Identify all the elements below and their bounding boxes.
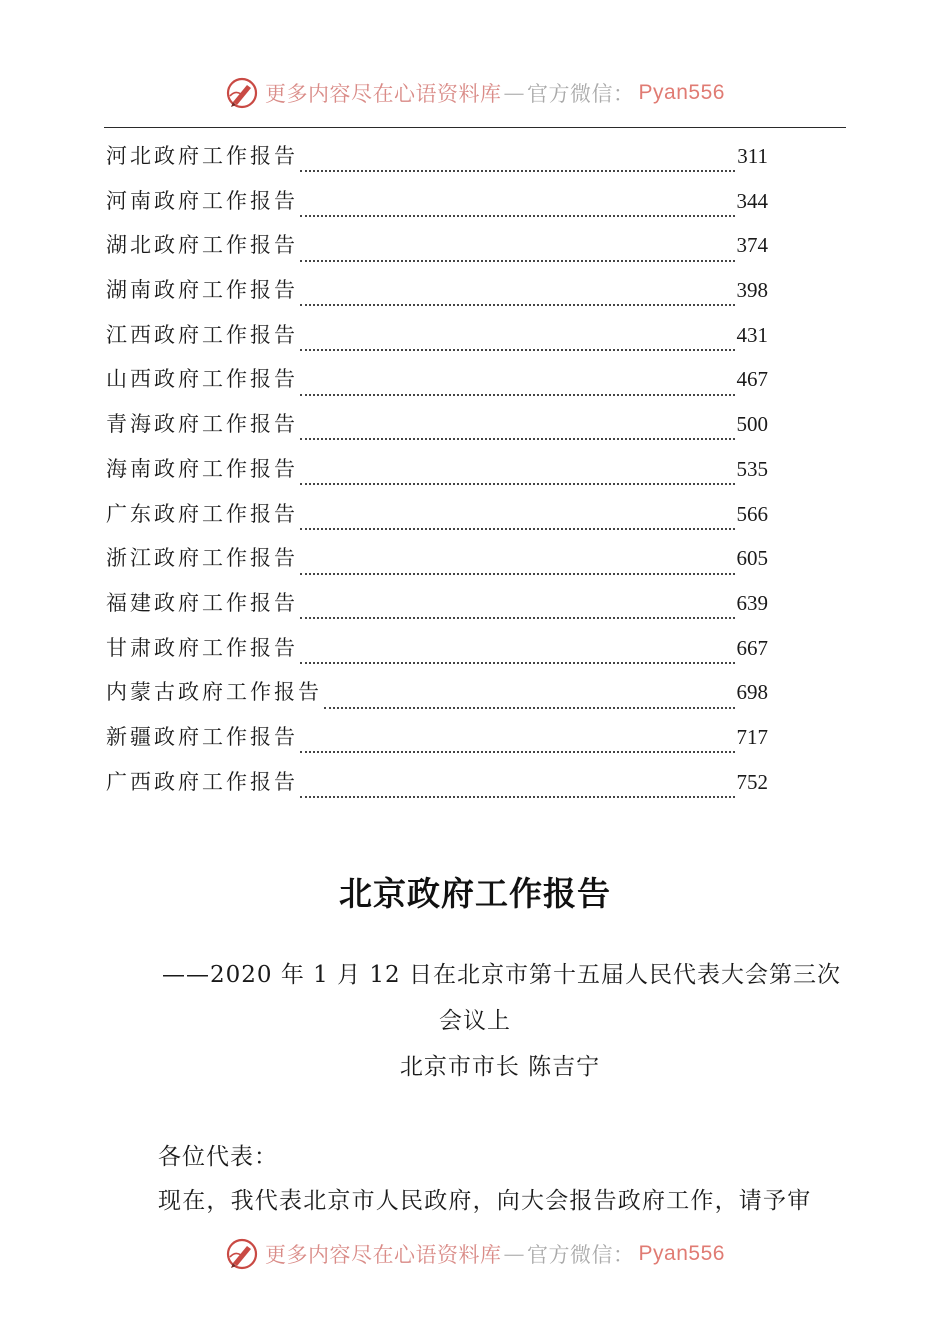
toc-title: 河北政府工作报告 — [106, 144, 298, 168]
toc-page: 752 — [736, 769, 768, 794]
toc-entry[interactable] — [106, 274, 768, 319]
toc-leader — [300, 573, 735, 575]
toc-entry[interactable] — [106, 453, 768, 498]
toc-page: 566 — [736, 501, 768, 526]
report-subtitle-line1: ——2020 年 1 月 12 日在北京市第十五届人民代表大会第三次 — [162, 962, 841, 988]
toc-title: 福建政府工作报告 — [106, 590, 298, 615]
header-watermark — [0, 73, 950, 113]
toc-page: 500 — [736, 412, 768, 437]
toc-entry[interactable] — [106, 632, 768, 677]
toc-title: 河南政府工作报告 — [106, 188, 298, 213]
toc-title: 新疆政府工作报告 — [106, 724, 298, 749]
toc-title: 浙江政府工作报告 — [106, 546, 298, 571]
pen-logo-icon — [225, 1237, 259, 1271]
toc-page: 467 — [736, 367, 768, 392]
watermark-id: Pyan556 — [638, 1242, 725, 1265]
toc-title: 广东政府工作报告 — [106, 501, 298, 526]
toc-leader — [300, 662, 735, 664]
toc-entry[interactable] — [106, 498, 768, 543]
pen-logo-icon — [225, 76, 259, 110]
toc-page: 605 — [736, 546, 768, 571]
toc-entry[interactable] — [106, 408, 768, 453]
toc-leader — [300, 438, 735, 440]
toc-entry[interactable] — [106, 542, 768, 587]
report-subtitle-line2: 会议上 — [439, 1008, 511, 1034]
table-of-contents — [106, 140, 768, 810]
toc-leader — [300, 483, 735, 485]
watermark-id: Pyan556 — [638, 81, 725, 104]
toc-entry[interactable] — [106, 766, 768, 811]
toc-page: 398 — [736, 278, 768, 303]
toc-entry[interactable] — [106, 587, 768, 632]
toc-leader — [300, 751, 735, 753]
report-greeting: 各位代表： — [158, 1144, 278, 1170]
toc-entry[interactable] — [106, 140, 768, 185]
toc-leader — [300, 528, 735, 530]
watermark-text: 更多内容尽在心语资料库 — [265, 82, 502, 106]
toc-leader — [300, 394, 735, 396]
toc-leader — [300, 617, 735, 619]
toc-page: 717 — [736, 724, 768, 749]
toc-page: 535 — [736, 456, 768, 481]
toc-title: 湖南政府工作报告 — [106, 278, 298, 303]
header-rule — [104, 127, 846, 128]
footer-watermark — [0, 1234, 950, 1274]
toc-page: 698 — [736, 680, 768, 705]
toc-entry[interactable] — [106, 185, 768, 230]
report-author: 北京市市长 陈吉宁 — [399, 1054, 601, 1080]
toc-leader — [300, 349, 735, 351]
toc-title: 江西政府工作报告 — [106, 322, 298, 347]
toc-page: 667 — [736, 635, 768, 660]
toc-title: 甘肃政府工作报告 — [106, 635, 298, 660]
toc-page: 431 — [736, 322, 768, 347]
toc-leader — [324, 707, 735, 709]
toc-title: 湖北政府工作报告 — [106, 233, 298, 258]
report-paragraph: 现在，我代表北京市人民政府，向大会报告政府工作，请予审 — [158, 1188, 812, 1214]
toc-leader — [300, 170, 735, 172]
toc-entry[interactable] — [106, 319, 768, 364]
watermark-label: 官方微信： — [527, 1243, 635, 1267]
toc-page: 374 — [736, 233, 768, 258]
toc-title: 内蒙古政府工作报告 — [106, 680, 322, 705]
toc-title: 青海政府工作报告 — [106, 412, 298, 437]
toc-leader — [300, 260, 735, 262]
toc-title: 海南政府工作报告 — [106, 456, 298, 481]
watermark-label: 官方微信： — [527, 82, 635, 106]
toc-entry[interactable] — [106, 721, 768, 766]
toc-page: 344 — [736, 188, 768, 213]
toc-page: 639 — [736, 590, 768, 615]
watermark-text: 更多内容尽在心语资料库 — [265, 1243, 502, 1267]
report-title: 北京政府工作报告 — [339, 874, 611, 913]
toc-title: 山西政府工作报告 — [106, 367, 298, 392]
toc-title: 广西政府工作报告 — [106, 769, 298, 794]
watermark-dash: — — [503, 81, 526, 105]
toc-page: 311 — [737, 144, 768, 168]
toc-entry[interactable] — [106, 363, 768, 408]
toc-entry[interactable] — [106, 229, 768, 274]
toc-leader — [300, 796, 735, 798]
toc-leader — [300, 304, 735, 306]
watermark-dash: — — [503, 1242, 526, 1266]
toc-entry[interactable] — [106, 676, 768, 721]
toc-leader — [300, 215, 735, 217]
